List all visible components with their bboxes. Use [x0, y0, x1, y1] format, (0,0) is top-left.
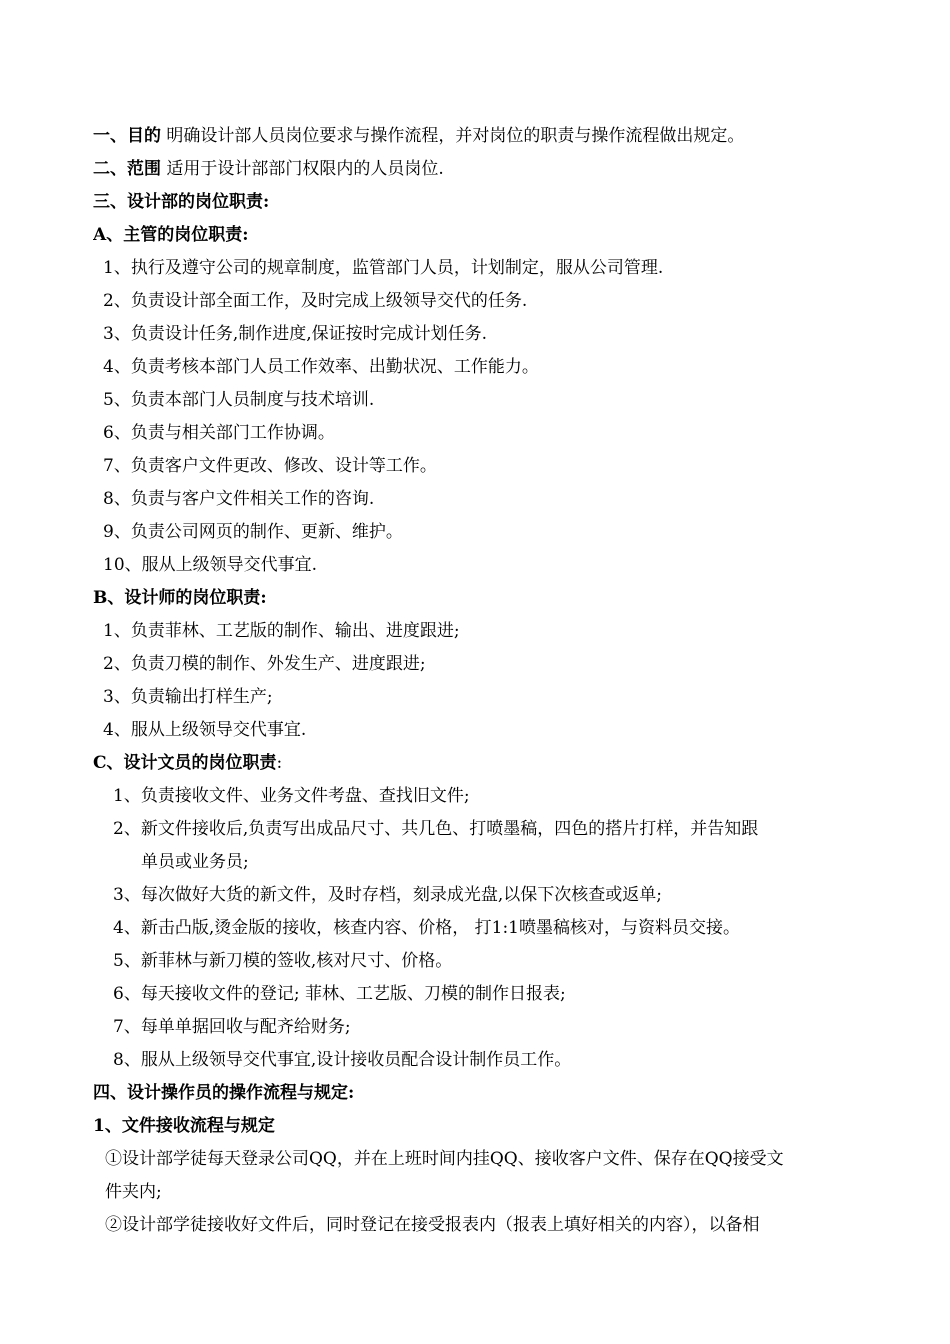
section-duties-heading: 三、设计部的岗位职责:	[93, 192, 270, 212]
list-item: 1、负责接收文件、业务文件考盘、查找旧文件;	[113, 786, 470, 806]
section-scope	[93, 153, 863, 186]
section-text: 适用于设计部部门权限内的人员岗位.	[161, 159, 444, 179]
supervisor-heading: A、主管的岗位职责:	[93, 225, 249, 245]
list-item: 10、服从上级领导交代事宜.	[103, 555, 318, 575]
list-item-continuation: 单员或业务员;	[141, 852, 249, 872]
list-item: 4、服从上级领导交代事宜.	[103, 720, 307, 740]
list-item: 4、新击凸版,烫金版的接收，核查内容、价格， 打1:1喷墨稿核对，与资料员交接。	[113, 918, 740, 938]
file-receive-subheading: 1、文件接收流程与规定	[93, 1116, 275, 1136]
section-heading: 二、范围	[93, 159, 161, 179]
list-item: 1、负责菲林、工艺版的制作、输出、进度跟进;	[103, 621, 460, 641]
list-item: 2、负责刀模的制作、外发生产、进度跟进;	[103, 654, 426, 674]
clerk-heading-text: C、设计文员的岗位职责	[93, 753, 277, 773]
list-item: 6、每天接收文件的登记; 菲林、工艺版、刀模的制作日报表;	[113, 984, 566, 1004]
section-heading: 一、目的	[93, 126, 161, 146]
clerk-heading-colon: :	[276, 753, 283, 773]
list-item: 8、服从上级领导交代事宜,设计接收员配合设计制作员工作。	[113, 1050, 572, 1070]
list-item: 7、负责客户文件更改、修改、设计等工作。	[103, 456, 437, 476]
list-item: 3、负责设计任务,制作进度,保证按时完成计划任务.	[103, 324, 488, 344]
section-purpose	[93, 120, 863, 153]
list-item: 1、执行及遵守公司的规章制度，监管部门人员，计划制定，服从公司管理.	[103, 258, 664, 278]
list-item: 2、负责设计部全面工作，及时完成上级领导交代的任务.	[103, 291, 528, 311]
list-item: 9、负责公司网页的制作、更新、维护。	[103, 522, 403, 542]
list-item: ②设计部学徒接收好文件后，同时登记在接受报表内（报表上填好相关的内容），以备相	[105, 1215, 760, 1235]
list-item: 3、每次做好大货的新文件，及时存档，刻录成光盘,以保下次核查或返单;	[113, 885, 662, 905]
list-item: 4、负责考核本部门人员工作效率、出勤状况、工作能力。	[103, 357, 539, 377]
document-body	[93, 120, 863, 1242]
list-item: 3、负责输出打样生产;	[103, 687, 273, 707]
list-item: 8、负责与客户文件相关工作的咨询.	[103, 489, 375, 509]
list-item: 6、负责与相关部门工作协调。	[103, 423, 335, 443]
list-item: 5、新菲林与新刀模的签收,核对尺寸、价格。	[113, 951, 453, 971]
designer-heading: B、设计师的岗位职责:	[93, 588, 267, 608]
list-item-continuation: 件夹内;	[105, 1182, 162, 1202]
section-text: 明确设计部人员岗位要求与操作流程，并对岗位的职责与操作流程做出规定。	[161, 126, 745, 146]
operator-section-heading: 四、设计操作员的操作流程与规定:	[93, 1083, 355, 1103]
list-item: 2、新文件接收后,负责写出成品尺寸、共几色、打喷墨稿，四色的搭片打样，并告知跟	[113, 819, 759, 839]
clerk-heading	[93, 747, 863, 780]
list-item: 7、每单单据回收与配齐给财务;	[113, 1017, 351, 1037]
list-item: ①设计部学徒每天登录公司QQ，并在上班时间内挂QQ、接收客户文件、保存在QQ接受文	[105, 1149, 784, 1169]
list-item: 5、负责本部门人员制度与技术培训.	[103, 390, 375, 410]
